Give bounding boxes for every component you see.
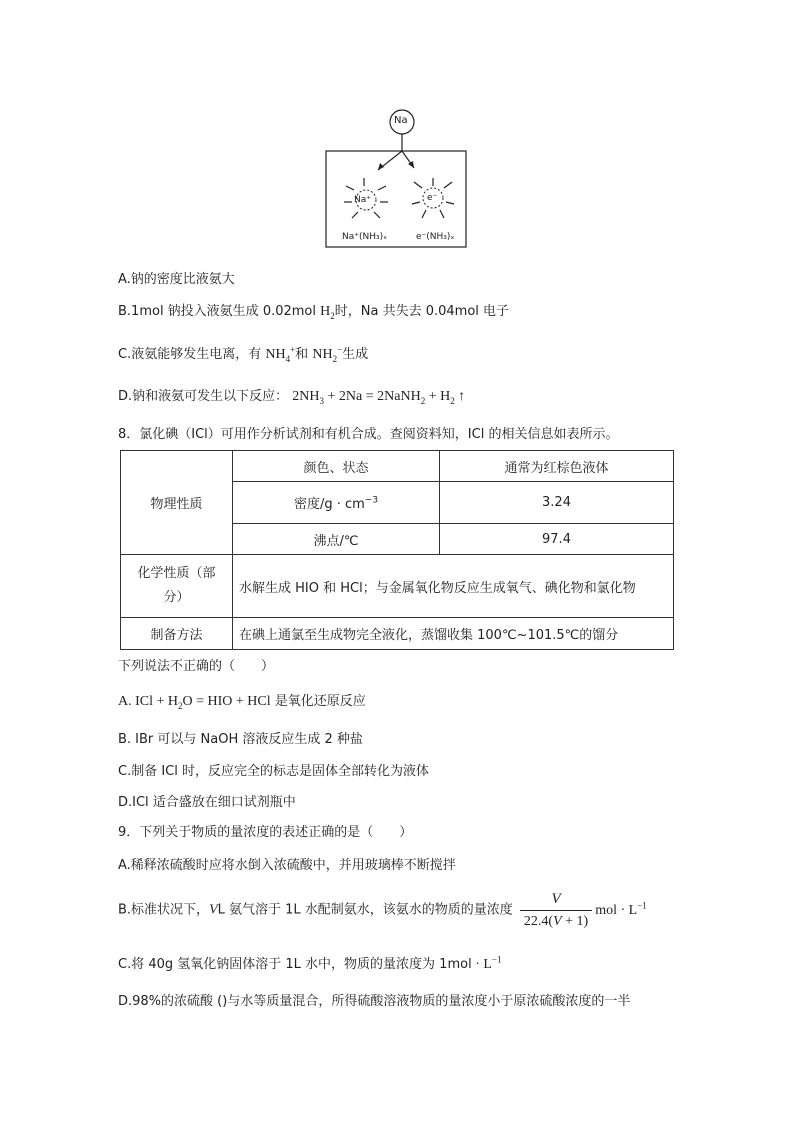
preparation-value: 在碘上通氯至生成物完全液化，蒸馏收集 100℃~101.5℃的馏分 [233,618,674,650]
color-state-label: 颜色、状态 [233,451,440,482]
chemical-properties-label: 化学性质（部分） [121,555,233,618]
q9-option-b-mid: L 氨气溶于 1L 水配制氨水，该氨水的物质的量浓度 [217,902,513,918]
density-value: 3.24 [440,482,674,524]
q7-option-b-mid: 时，Na 共失去 0.04mol 电子 [334,304,510,319]
chemical-properties-value: 水解生成 HIO 和 HCl；与金属氧化物反应生成氧气、碘化物和氯化物 [233,555,674,618]
unit-mol-per-l: mol · $L^{-1}$ [595,899,647,918]
q9-option-c [118,956,501,974]
q8-question: 下列说法不正确的（ ） [118,659,275,674]
q9-option-c-pre: C.将 40g 氢氧化钠固体溶于 1L 水中，物质的量浓度为 1mol [118,957,472,972]
nh4-formula: $NH_4^+$ [265,344,296,364]
caption-left: Na⁺(NH₃)ₓ [342,232,388,242]
q7-equation: $2NH_3 + 2Na$ = 2NaNH$_2$ + $H_2$ ↑ [292,389,466,406]
q9-stem: 9．下列关于物质的量浓度的表述正确的是（ ） [118,825,413,840]
sodium-ammonia-figure [318,104,478,250]
q9-option-d: D.98%的浓硫酸 ()与水等质量混合，所得硫酸溶液物质的量浓度小于原浓硫酸浓度的一半 [118,994,631,1009]
electron-label: e⁻ [427,193,438,203]
q7-option-c-pre: C.液氨能够发生电离，有 [118,347,262,362]
q9-option-a: A.稀释浓硫酸时应将水倒入浓硫酸中，并用玻璃棒不断搅拌 [118,858,456,873]
icl-info-table [120,450,674,650]
q7-option-c [118,346,368,364]
preparation-label: 制备方法 [121,618,233,650]
na-label: Na [394,115,408,126]
density-exponent: −3 [364,495,379,506]
caption-right: e⁻(NH₃)ₓ [416,232,455,242]
q8-option-a-equation: A. ICl + $H_2O$ = HIO + HCl [118,694,271,711]
q7-option-b-pre: B.1mol 钠投入液氨生成 0.02mol [118,304,316,319]
nh2-formula: $NH_2^-$ [312,344,343,364]
q7-option-c-post: 生成 [342,347,369,362]
boiling-point-label: 沸点/℃ [233,524,440,555]
q9-option-b [118,888,647,933]
variable-v: V [209,902,218,918]
h2-formula: $H_2$ [320,304,335,321]
boiling-point-value: 97.4 [440,524,674,555]
concentration-fraction: $\frac{V}{22.4(V + 1)}$ [520,888,592,933]
na-ion-label: Na⁺ [354,195,371,205]
q8-option-d: D.ICl 适合盛放在细口试剂瓶中 [118,795,296,810]
q7-option-c-mid: 和 [295,347,309,362]
q8-option-c: C.制备 ICl 时，反应完全的标志是固体全部转化为液体 [118,764,429,779]
density-label-cell [233,482,440,524]
unit-c: · $L^{-1}$ [471,954,502,972]
q8-stem: 8．氯化碘（ICl）可用作分析试剂和有机合成。查阅资料知，ICl 的相关信息如表所示。 [118,427,619,442]
color-state-value: 通常为红棕色液体 [440,451,674,482]
q7-option-b [118,303,509,321]
q8-option-a-post: 是氧化还原反应 [274,694,366,709]
q7-option-a: A.钠的密度比液氨大 [118,272,235,287]
q9-option-b-pre: B.标准状况下， [118,902,210,918]
q8-option-a [118,693,366,711]
q7-option-d [118,388,465,406]
q7-option-d-pre: D.钠和液氨可发生以下反应： [118,389,289,404]
q8-option-b: B. IBr 可以与 NaOH 溶液反应生成 2 种盐 [118,732,363,747]
density-label: 密度/g · cm [293,497,365,512]
physical-properties-label: 物理性质 [121,451,233,555]
